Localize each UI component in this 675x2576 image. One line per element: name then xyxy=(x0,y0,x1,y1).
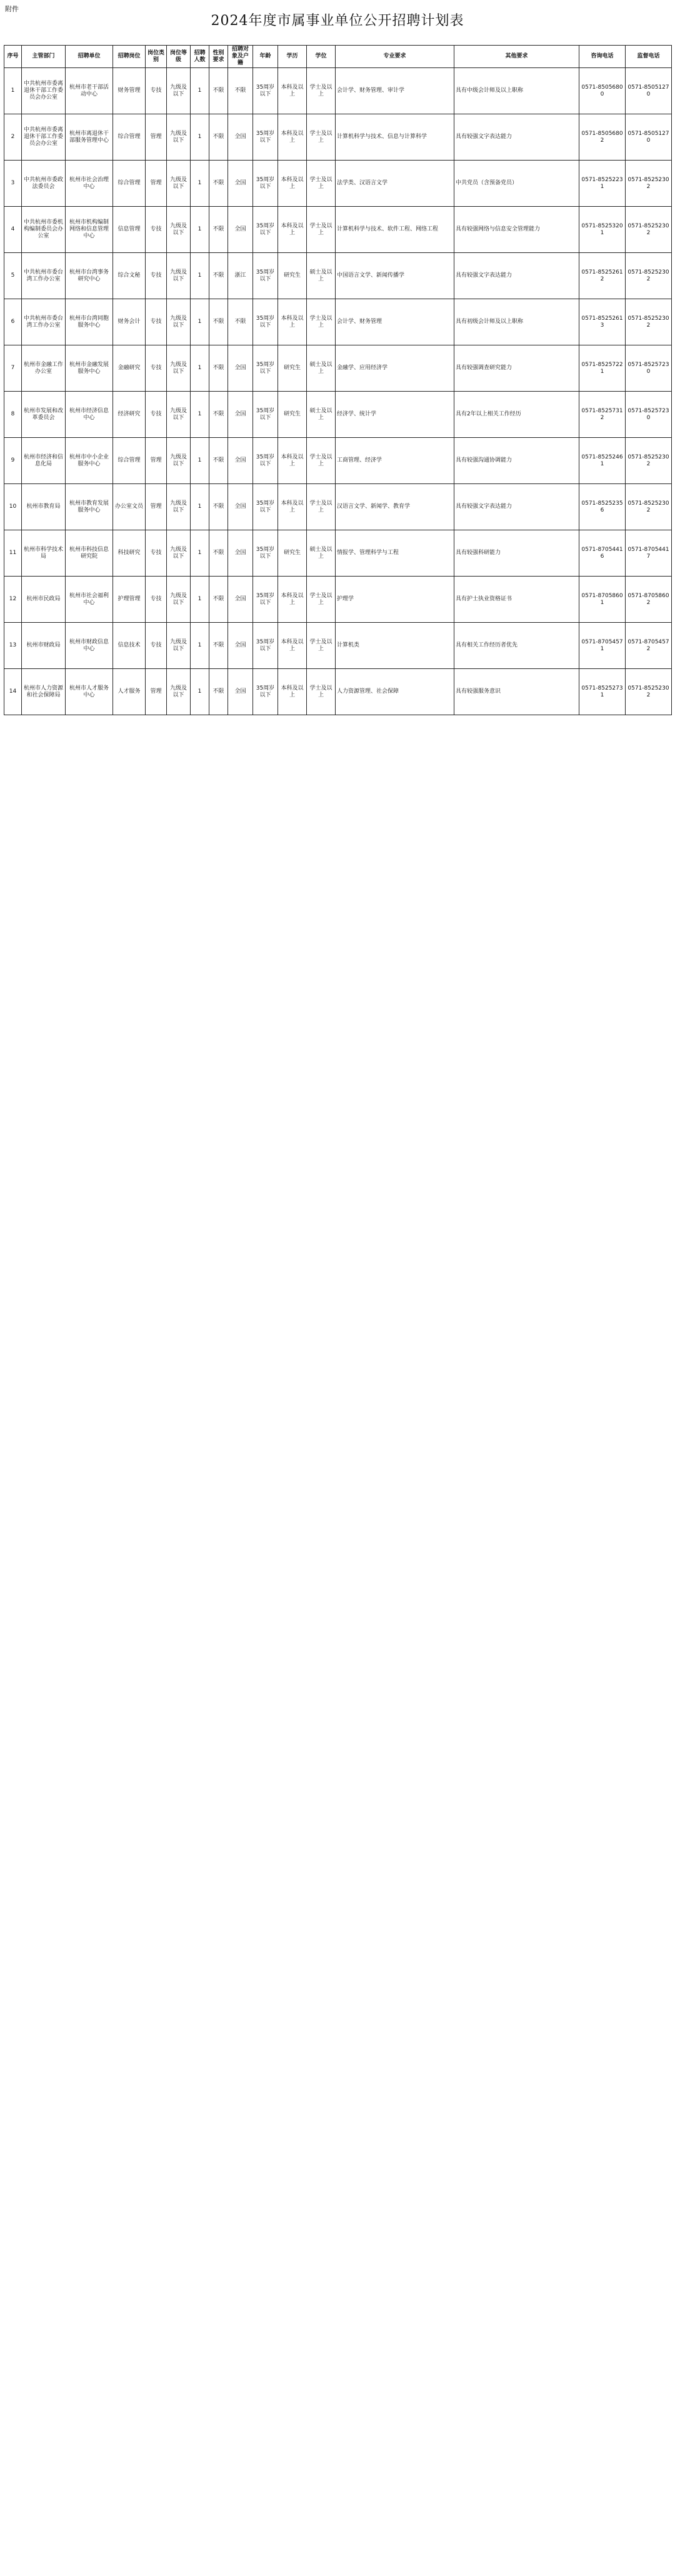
table-cell: 本科及以上 xyxy=(278,207,307,253)
table-cell: 不限 xyxy=(209,438,228,484)
table-cell: 0571-85252302 xyxy=(626,669,672,715)
table-cell: 具有相关工作经历者优先 xyxy=(454,623,579,669)
table-cell: 具有较强服务意识 xyxy=(454,669,579,715)
table-cell: 九级及以下 xyxy=(167,207,191,253)
table-cell: 6 xyxy=(4,299,22,345)
table-cell: 学士及以上 xyxy=(307,207,336,253)
table-cell: 0571-85257312 xyxy=(579,392,626,438)
table-cell: 研究生 xyxy=(278,345,307,392)
table-cell: 1 xyxy=(191,623,209,669)
table-cell: 专技 xyxy=(146,345,167,392)
table-cell: 杭州市人力资源和社会保障局 xyxy=(22,669,66,715)
table-cell: 全国 xyxy=(228,161,253,207)
table-cell: 专技 xyxy=(146,207,167,253)
table-cell: 中共杭州市委机构编制委员会办公室 xyxy=(22,207,66,253)
table-cell: 0571-87054416 xyxy=(579,530,626,577)
table-cell: 1 xyxy=(191,530,209,577)
table-cell: 法学类、汉语言文学 xyxy=(336,161,454,207)
table-cell: 0571-85252302 xyxy=(626,161,672,207)
table-cell: 0571-85252613 xyxy=(579,299,626,345)
header-cell: 岗位等级 xyxy=(167,46,191,68)
table-cell: 不限 xyxy=(209,253,228,299)
table-cell: 不限 xyxy=(209,345,228,392)
table-cell: 8 xyxy=(4,392,22,438)
table-cell: 九级及以下 xyxy=(167,438,191,484)
table-cell: 35周岁以下 xyxy=(253,530,278,577)
table-cell: 九级及以下 xyxy=(167,484,191,530)
table-cell: 学士及以上 xyxy=(307,68,336,114)
table-cell: 九级及以下 xyxy=(167,345,191,392)
table-cell: 不限 xyxy=(209,623,228,669)
table-cell: 硕士及以上 xyxy=(307,530,336,577)
table-cell: 35周岁以下 xyxy=(253,68,278,114)
table-cell: 全国 xyxy=(228,207,253,253)
table-cell: 学士及以上 xyxy=(307,299,336,345)
table-cell: 具有较强文字表达能力 xyxy=(454,484,579,530)
table-cell: 35周岁以下 xyxy=(253,623,278,669)
table-cell: 14 xyxy=(4,669,22,715)
table-cell: 1 xyxy=(191,392,209,438)
table-cell: 研究生 xyxy=(278,392,307,438)
table-cell: 具有2年以上相关工作经历 xyxy=(454,392,579,438)
header-cell: 招聘对象及户籍 xyxy=(228,46,253,68)
table-cell: 杭州市金融工作办公室 xyxy=(22,345,66,392)
header-cell: 主管部门 xyxy=(22,46,66,68)
table-cell: 本科及以上 xyxy=(278,484,307,530)
table-cell: 研究生 xyxy=(278,530,307,577)
table-cell: 学士及以上 xyxy=(307,577,336,623)
table-cell: 学士及以上 xyxy=(307,114,336,161)
table-cell: 杭州市科技信息研究院 xyxy=(66,530,113,577)
table-cell: 硕士及以上 xyxy=(307,392,336,438)
table-cell: 全国 xyxy=(228,345,253,392)
table-cell: 杭州市教育发展服务中心 xyxy=(66,484,113,530)
table-cell: 0571-85252302 xyxy=(626,438,672,484)
table-cell: 九级及以下 xyxy=(167,161,191,207)
table-cell: 杭州市财政局 xyxy=(22,623,66,669)
table-cell: 杭州市经济信息中心 xyxy=(66,392,113,438)
header-cell: 序号 xyxy=(4,46,22,68)
table-cell: 中共杭州市委离退休干部工作委员会办公室 xyxy=(22,68,66,114)
table-row xyxy=(4,392,672,438)
table-cell: 35周岁以下 xyxy=(253,669,278,715)
table-cell: 具有较强调查研究能力 xyxy=(454,345,579,392)
table-cell: 1 xyxy=(4,68,22,114)
table-cell: 信息技术 xyxy=(113,623,146,669)
table-cell: 35周岁以下 xyxy=(253,438,278,484)
table-cell: 1 xyxy=(191,114,209,161)
table-cell: 财务会计 xyxy=(113,299,146,345)
table-cell: 九级及以下 xyxy=(167,68,191,114)
table-cell: 经济研究 xyxy=(113,392,146,438)
table-cell: 具有中级会计师及以上职称 xyxy=(454,68,579,114)
table-body xyxy=(4,68,672,715)
table-cell: 1 xyxy=(191,577,209,623)
table-cell: 0571-85253201 xyxy=(579,207,626,253)
table-cell: 情报学、管理科学与工程 xyxy=(336,530,454,577)
table-cell: 全国 xyxy=(228,392,253,438)
table-cell: 专技 xyxy=(146,577,167,623)
table-cell: 杭州市社会福利中心 xyxy=(66,577,113,623)
table-cell: 信息管理 xyxy=(113,207,146,253)
table-cell: 专技 xyxy=(146,392,167,438)
table-cell: 杭州市人才服务中心 xyxy=(66,669,113,715)
header-cell: 学历 xyxy=(278,46,307,68)
table-row xyxy=(4,669,672,715)
table-cell: 0571-85056800 xyxy=(579,68,626,114)
table-cell: 学士及以上 xyxy=(307,669,336,715)
table-cell: 1 xyxy=(191,669,209,715)
table-cell: 0571-85257230 xyxy=(626,345,672,392)
table-cell: 1 xyxy=(191,161,209,207)
table-cell: 杭州市科学技术局 xyxy=(22,530,66,577)
table-cell: 0571-87054572 xyxy=(626,623,672,669)
table-cell: 9 xyxy=(4,438,22,484)
table-row xyxy=(4,438,672,484)
table-cell: 0571-85252231 xyxy=(579,161,626,207)
table-row xyxy=(4,207,672,253)
table-cell: 1 xyxy=(191,299,209,345)
table-cell: 0571-85257221 xyxy=(579,345,626,392)
table-cell: 中共杭州市委台湾工作办公室 xyxy=(22,253,66,299)
header-cell: 招聘单位 xyxy=(66,46,113,68)
table-cell: 0571-87058601 xyxy=(579,577,626,623)
header-cell: 专业要求 xyxy=(336,46,454,68)
table-cell: 学士及以上 xyxy=(307,438,336,484)
table-cell: 管理 xyxy=(146,669,167,715)
table-row xyxy=(4,345,672,392)
header-cell: 学位 xyxy=(307,46,336,68)
table-cell: 本科及以上 xyxy=(278,161,307,207)
table-cell: 不限 xyxy=(228,299,253,345)
table-cell: 0571-85252612 xyxy=(579,253,626,299)
table-cell: 0571-85252302 xyxy=(626,253,672,299)
table-cell: 浙江 xyxy=(228,253,253,299)
table-cell: 办公室文员 xyxy=(113,484,146,530)
table-cell: 不限 xyxy=(209,68,228,114)
table-cell: 杭州市台湾同胞服务中心 xyxy=(66,299,113,345)
table-cell: 杭州市老干部活动中心 xyxy=(66,68,113,114)
table-cell: 35周岁以下 xyxy=(253,253,278,299)
table-cell: 学士及以上 xyxy=(307,623,336,669)
table-cell: 不限 xyxy=(209,114,228,161)
table-cell: 2 xyxy=(4,114,22,161)
table-cell: 全国 xyxy=(228,623,253,669)
table-cell: 不限 xyxy=(228,68,253,114)
table-cell: 全国 xyxy=(228,438,253,484)
table-cell: 具有较强科研能力 xyxy=(454,530,579,577)
table-cell: 全国 xyxy=(228,577,253,623)
table-row xyxy=(4,623,672,669)
table-cell: 不限 xyxy=(209,161,228,207)
table-cell: 3 xyxy=(4,161,22,207)
table-cell: 中国语言文学、新闻传播学 xyxy=(336,253,454,299)
table-row xyxy=(4,253,672,299)
table-cell: 综合管理 xyxy=(113,161,146,207)
table-row xyxy=(4,68,672,114)
table-cell: 不限 xyxy=(209,484,228,530)
table-cell: 管理 xyxy=(146,438,167,484)
table-cell: 0571-85252302 xyxy=(626,207,672,253)
table-cell: 不限 xyxy=(209,207,228,253)
table-cell: 全国 xyxy=(228,669,253,715)
table-cell: 杭州市离退休干部服务管理中心 xyxy=(66,114,113,161)
table-cell: 1 xyxy=(191,345,209,392)
table-cell: 0571-87058602 xyxy=(626,577,672,623)
table-cell: 金融学、应用经济学 xyxy=(336,345,454,392)
table-cell: 具有较强网络与信息安全管理能力 xyxy=(454,207,579,253)
table-cell: 人力资源管理、社会保障 xyxy=(336,669,454,715)
table-cell: 金融研究 xyxy=(113,345,146,392)
table-cell: 杭州市中小企业服务中心 xyxy=(66,438,113,484)
table-cell: 专技 xyxy=(146,623,167,669)
table-cell: 1 xyxy=(191,438,209,484)
table-cell: 杭州市机构编制网络和信息管理中心 xyxy=(66,207,113,253)
table-cell: 1 xyxy=(191,253,209,299)
table-cell: 本科及以上 xyxy=(278,623,307,669)
table-cell: 管理 xyxy=(146,114,167,161)
table-cell: 杭州市金融发展服务中心 xyxy=(66,345,113,392)
header-cell: 咨询电话 xyxy=(579,46,626,68)
table-cell: 35周岁以下 xyxy=(253,299,278,345)
table-cell: 中共杭州市委台湾工作办公室 xyxy=(22,299,66,345)
table-cell: 九级及以下 xyxy=(167,253,191,299)
header-cell: 岗位类别 xyxy=(146,46,167,68)
table-cell: 综合管理 xyxy=(113,438,146,484)
table-row xyxy=(4,484,672,530)
table-cell: 具有较强文字表达能力 xyxy=(454,253,579,299)
table-cell: 管理 xyxy=(146,161,167,207)
table-cell: 九级及以下 xyxy=(167,669,191,715)
table-cell: 12 xyxy=(4,577,22,623)
table-cell: 全国 xyxy=(228,530,253,577)
table-cell: 本科及以上 xyxy=(278,438,307,484)
annex-label: 附件 xyxy=(5,5,19,13)
table-cell: 35周岁以下 xyxy=(253,207,278,253)
table-cell: 研究生 xyxy=(278,253,307,299)
table-cell: 1 xyxy=(191,484,209,530)
table-cell: 5 xyxy=(4,253,22,299)
table-cell: 0571-87054417 xyxy=(626,530,672,577)
table-cell: 本科及以上 xyxy=(278,577,307,623)
table-cell: 计算机科学与技术、信息与计算科学 xyxy=(336,114,454,161)
header-cell: 其他要求 xyxy=(454,46,579,68)
table-cell: 0571-85252302 xyxy=(626,299,672,345)
table-cell: 人才服务 xyxy=(113,669,146,715)
table-cell: 0571-85051270 xyxy=(626,114,672,161)
table-cell: 九级及以下 xyxy=(167,392,191,438)
table-cell: 35周岁以下 xyxy=(253,392,278,438)
table-row xyxy=(4,114,672,161)
table-cell: 全国 xyxy=(228,484,253,530)
header-cell: 监督电话 xyxy=(626,46,672,68)
table-cell: 杭州市经济和信息化局 xyxy=(22,438,66,484)
table-cell: 九级及以下 xyxy=(167,299,191,345)
table-cell: 专技 xyxy=(146,530,167,577)
table-cell: 不限 xyxy=(209,669,228,715)
table-cell: 0571-85252356 xyxy=(579,484,626,530)
table-cell: 35周岁以下 xyxy=(253,577,278,623)
table-cell: 九级及以下 xyxy=(167,577,191,623)
table-cell: 本科及以上 xyxy=(278,669,307,715)
table-cell: 专技 xyxy=(146,253,167,299)
table-cell: 杭州市台湾事务研究中心 xyxy=(66,253,113,299)
table-cell: 13 xyxy=(4,623,22,669)
table-cell: 中共杭州市委离退休干部工作委员会办公室 xyxy=(22,114,66,161)
table-cell: 综合管理 xyxy=(113,114,146,161)
table-cell: 0571-85257230 xyxy=(626,392,672,438)
table-cell: 不限 xyxy=(209,299,228,345)
table-cell: 具有较强文字表达能力 xyxy=(454,114,579,161)
table-row xyxy=(4,530,672,577)
table-cell: 不限 xyxy=(209,392,228,438)
table-row xyxy=(4,299,672,345)
table-cell: 护理学 xyxy=(336,577,454,623)
table-cell: 会计学、财务管理 xyxy=(336,299,454,345)
table-cell: 汉语言文学、新闻学、教育学 xyxy=(336,484,454,530)
table-row xyxy=(4,161,672,207)
table-row xyxy=(4,577,672,623)
header-cell: 年龄 xyxy=(253,46,278,68)
table-cell: 学士及以上 xyxy=(307,161,336,207)
table-cell: 会计学、财务管理、审计学 xyxy=(336,68,454,114)
table-cell: 专技 xyxy=(146,68,167,114)
header-cell: 性别要求 xyxy=(209,46,228,68)
table-cell: 4 xyxy=(4,207,22,253)
table-cell: 中共党员（含预备党员） xyxy=(454,161,579,207)
table-cell: 管理 xyxy=(146,484,167,530)
table-cell: 全国 xyxy=(228,114,253,161)
table-cell: 九级及以下 xyxy=(167,623,191,669)
table-cell: 0571-85252302 xyxy=(626,484,672,530)
table-cell: 1 xyxy=(191,68,209,114)
table-cell: 专技 xyxy=(146,299,167,345)
table-cell: 中共杭州市委政法委员会 xyxy=(22,161,66,207)
table-cell: 7 xyxy=(4,345,22,392)
table-cell: 杭州市发展和改革委员会 xyxy=(22,392,66,438)
table-cell: 本科及以上 xyxy=(278,68,307,114)
table-cell: 计算机科学与技术、软件工程、网络工程 xyxy=(336,207,454,253)
table-cell: 10 xyxy=(4,484,22,530)
table-cell: 杭州市财政信息中心 xyxy=(66,623,113,669)
table-cell: 35周岁以下 xyxy=(253,114,278,161)
recruitment-plan-table xyxy=(4,45,672,715)
header-cell: 招聘人数 xyxy=(191,46,209,68)
table-cell: 不限 xyxy=(209,530,228,577)
table-cell: 0571-85051270 xyxy=(626,68,672,114)
table-cell: 0571-85252731 xyxy=(579,669,626,715)
table-cell: 工商管理、经济学 xyxy=(336,438,454,484)
table-cell: 0571-87054571 xyxy=(579,623,626,669)
table-cell: 综合文秘 xyxy=(113,253,146,299)
page-title: 2024年度市属事业单位公开招聘计划表 xyxy=(211,13,464,29)
table-cell: 不限 xyxy=(209,577,228,623)
table-cell: 学士及以上 xyxy=(307,484,336,530)
table-cell: 35周岁以下 xyxy=(253,484,278,530)
table-cell: 硕士及以上 xyxy=(307,253,336,299)
table-cell: 护理管理 xyxy=(113,577,146,623)
table-cell: 杭州市民政局 xyxy=(22,577,66,623)
table-cell: 11 xyxy=(4,530,22,577)
header-cell: 招聘岗位 xyxy=(113,46,146,68)
table-cell: 财务管理 xyxy=(113,68,146,114)
table-cell: 经济学、统计学 xyxy=(336,392,454,438)
table-cell: 杭州市教育局 xyxy=(22,484,66,530)
table-cell: 0571-85252461 xyxy=(579,438,626,484)
table-cell: 0571-85056802 xyxy=(579,114,626,161)
table-cell: 硕士及以上 xyxy=(307,345,336,392)
table-cell: 计算机类 xyxy=(336,623,454,669)
table-cell: 九级及以下 xyxy=(167,530,191,577)
table-cell: 科技研究 xyxy=(113,530,146,577)
table-cell: 35周岁以下 xyxy=(253,161,278,207)
table-cell: 九级及以下 xyxy=(167,114,191,161)
table-cell: 35周岁以下 xyxy=(253,345,278,392)
table-cell: 具有护士执业资格证书 xyxy=(454,577,579,623)
table-cell: 杭州市社会治理中心 xyxy=(66,161,113,207)
table-cell: 1 xyxy=(191,207,209,253)
table-cell: 具有较强沟通协调能力 xyxy=(454,438,579,484)
table-cell: 本科及以上 xyxy=(278,114,307,161)
table-cell: 本科及以上 xyxy=(278,299,307,345)
table-header-row xyxy=(4,46,672,68)
table-cell: 具有初级会计师及以上职称 xyxy=(454,299,579,345)
